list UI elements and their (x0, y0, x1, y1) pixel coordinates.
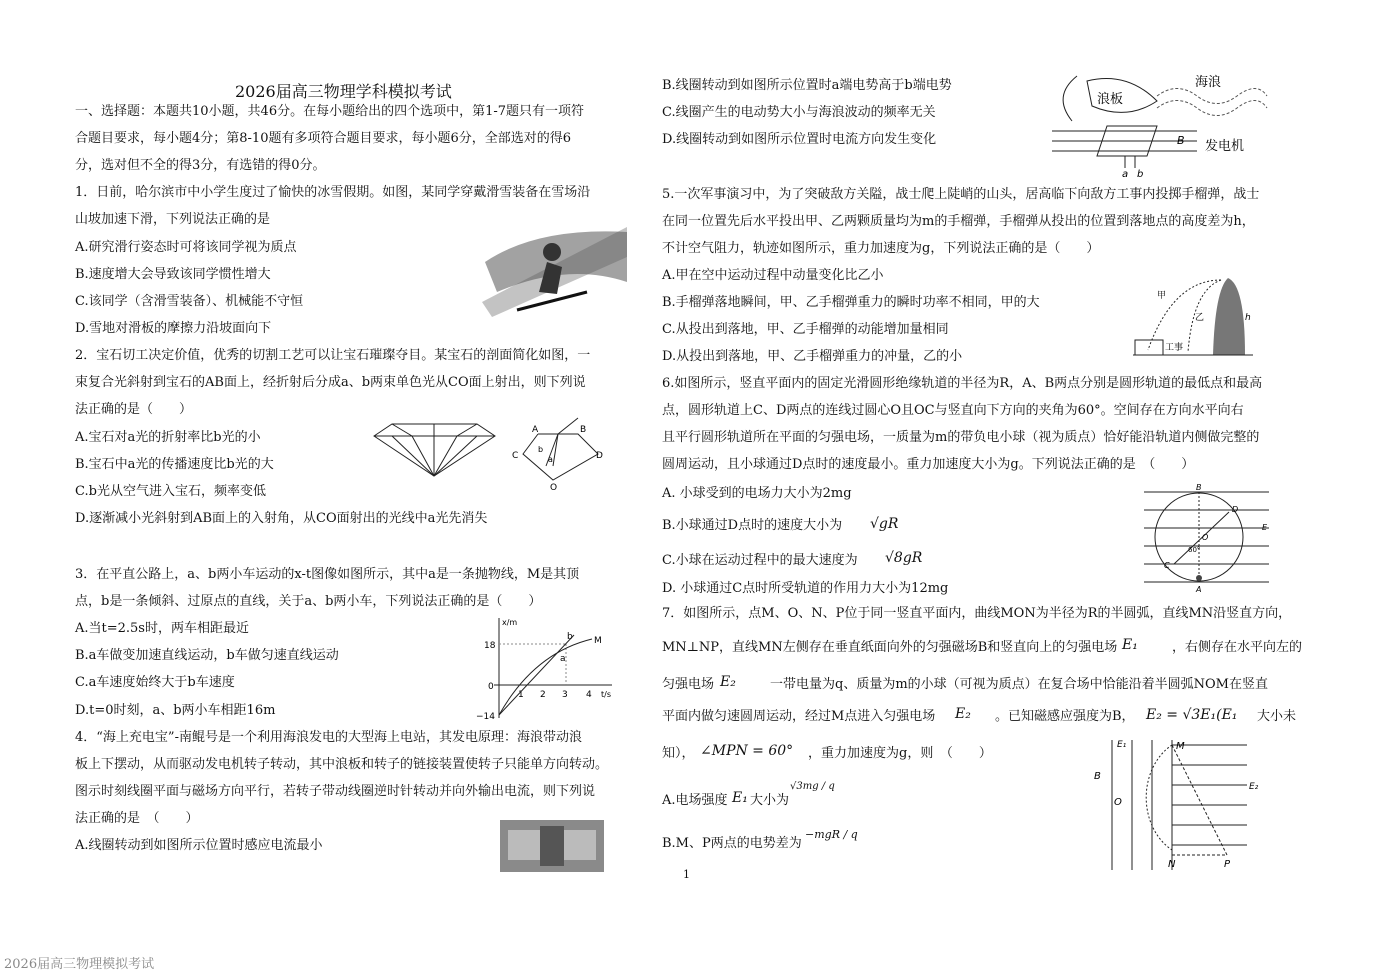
angle-60-label: 60° (1188, 546, 1201, 554)
terminal-b: b (1137, 169, 1144, 180)
tick-minus14: −14 (476, 712, 495, 722)
tick-t3: 3 (562, 690, 568, 700)
b-field-label: B (1177, 134, 1185, 147)
question-1: 1．日前，哈尔滨市中小学生度过了愉快的冰雪假期。如图，某同学穿戴滑雪装备在雪场沿 (75, 185, 591, 200)
question-3: 3．在平直公路上，a、b两小车运动的x-t图像如图所示，其中a是一条抛物线，M是其顶 (75, 567, 580, 582)
grenade-figure (1133, 270, 1253, 360)
circle-track-figure (1144, 482, 1274, 594)
angle-mpn: ∠MPN = 60° (700, 743, 794, 759)
ray-label-b: b (538, 445, 544, 454)
option-line: A.当t=2.5s时，两车相距最近 (75, 621, 249, 636)
option-line: A.研究滑行姿态时可将该同学视为质点 (75, 240, 297, 255)
generator-figure (1047, 66, 1267, 178)
tick-0: 0 (488, 682, 494, 692)
e1-field-label: E₁ (1117, 740, 1127, 750)
text-line: 点，b是一条倾斜、过原点的直线，关于a、b两小车，下列说法正确的是（ ） (75, 594, 542, 609)
gem-figure (372, 422, 497, 478)
option-line: D.从投出到落地，甲、乙手榴弹重力的冲量，乙的小 (662, 349, 963, 364)
gem-label-b: B (580, 425, 587, 435)
option-line: D.线圈转动到如图所示位置时电流方向发生变化 (662, 132, 937, 147)
center-o-label: O (1202, 533, 1209, 542)
point-a-label: A (1196, 585, 1202, 594)
option-line: B.a车做变加速直线运动，b车做匀速直线运动 (75, 648, 339, 663)
question-4: 4．“海上充电宝”-南鲲号是一个利用海浪发电的大型海上电站，其发电原理：海浪带动浪 (75, 730, 582, 745)
t-axis-label: t/s (601, 690, 611, 699)
option-line: B.小球通过D点时的速度大小为 (662, 518, 843, 533)
text-line: 大小未 (1257, 709, 1297, 724)
e1-value: √3mg / q (790, 781, 835, 792)
text-line: 。已知磁感应强度为B， (995, 709, 1135, 724)
tick-t2: 2 (540, 690, 546, 700)
tick-t4: 4 (586, 690, 592, 700)
text-line: 一、选择题：本题共10小题，共46分。在每小题给出的四个选项中，第1-7题只有一项符 (75, 104, 585, 119)
option-line: A.宝石对a光的折射率比b光的小 (75, 430, 261, 445)
text-line: 匀强电场 (662, 677, 715, 692)
path-label-yi: 乙 (1195, 313, 1205, 323)
sqrt-8gr: √8gR (885, 550, 923, 566)
field-figure (1092, 735, 1259, 872)
text-line: ，右侧存在水平向左的 (1172, 640, 1303, 655)
option-line: B.线圈转动到如图所示位置时a端电势高于b端电势 (662, 78, 952, 93)
option-line: D.t=0时刻，a、b两小车相距16m (75, 703, 276, 718)
tick-t1: 1 (518, 690, 524, 700)
text-line: 法正确的是 （ ） (75, 811, 199, 826)
text-line: 平面内做匀速圆周运动，经过M点进入匀强电场 (662, 709, 936, 724)
terminal-a: a (1122, 169, 1129, 180)
point-b-label: B (1196, 483, 1202, 492)
e2-symbol: E₂ (955, 706, 971, 722)
text-line: 在同一位置先后水平投出甲、乙两颗质量均为m的手榴弹，手榴弹从投出的位置到落地点的高度差为h， (662, 214, 1255, 229)
option-line: C.b光从空气进入宝石，频率变低 (75, 484, 266, 499)
option-line: C.小球在运动过程中的最大速度为 (662, 553, 858, 568)
option-line: B.宝石中a光的传播速度比b光的大 (75, 457, 274, 472)
text-line: 不计空气阻力，轨迹如图所示，重力加速度为g，下列说法正确的是（ ） (662, 241, 1100, 256)
gem-section-figure (508, 418, 606, 494)
sqrt-gr: √gR (870, 516, 899, 532)
point-d-label: D (1232, 505, 1239, 514)
height-label: h (1245, 313, 1251, 323)
e1-symbol: E₁ (1122, 637, 1138, 653)
option-line: A.线圈转动到如图所示位置时感应电流最小 (75, 838, 323, 853)
option-line: C.从投出到落地，甲、乙手榴弹的动能增加量相同 (662, 322, 949, 337)
text-line: 山坡加速下滑，下列说法正确的是 (75, 212, 271, 227)
field-label-e: E (1262, 523, 1268, 532)
page-number: 1 (683, 868, 690, 881)
wave-station-photo (500, 820, 604, 872)
text-line: 分，选对但不全的得3分，有选错的得0分。 (75, 158, 326, 173)
curve-label-a: a (560, 654, 566, 664)
option-line: B.速度增大会导致该同学惯性增大 (75, 267, 271, 282)
gem-label-c: C (512, 451, 519, 461)
option-line: C.该同学（含滑雪装备）、机械能不守恒 (75, 294, 304, 309)
gem-label-o: O (550, 483, 558, 493)
xt-graph (474, 613, 616, 721)
text-line: MN⊥NP，直线MN左侧存在垂直纸面向外的匀强磁场B和竖直向上的匀强电场 (662, 640, 1118, 655)
b-field-label: B (1094, 771, 1101, 782)
question-2: 2．宝石切工决定价值，优秀的切割工艺可以让宝石璀璨夺目。某宝石的剖面简化如图，一 (75, 348, 591, 363)
y-axis-label: x/m (502, 618, 518, 627)
option-line: D.雪地对滑板的摩擦力沿坡面向下 (75, 321, 272, 336)
point-c-label: C (1164, 561, 1170, 570)
line-label-b: b (567, 632, 573, 642)
option-line: D.逐渐减小光斜射到AB面上的入射角，从CO面射出的光线中a光先消失 (75, 511, 488, 526)
option-line: A. 小球受到的电场力大小为2mg (662, 486, 852, 501)
text-line: 束复合光斜射到宝石的AB面上，经折射后分成a、b两束单色光从CO面上射出，则下列说 (75, 375, 586, 390)
text-line: 法正确的是（ ） (75, 402, 193, 417)
point-m-label: M (1176, 741, 1185, 752)
path-label-jia: 甲 (1157, 291, 1167, 301)
text-line: ，重力加速度为g，则 （ ） (808, 746, 992, 761)
point-n-label: N (1168, 859, 1176, 870)
point-o-label: O (1114, 797, 1122, 808)
option-line: B.手榴弹落地瞬间，甲、乙手榴弹重力的瞬时功率不相同，甲的大 (662, 295, 1040, 310)
option-line: B.M、P两点的电势差为 (662, 836, 802, 851)
wave-board-label: 浪板 (1097, 92, 1124, 107)
question-5: 5.一次军事演习中，为了突破敌方关隘，战士爬上陡峭的山头，居高临下向敌方工事内投掷手榴弹，战士 (662, 187, 1260, 202)
footer-text: 2026届高三物理模拟考试 (4, 957, 155, 972)
option-line: A.电场强度 (662, 793, 728, 808)
option-line: C.线圈产生的电动势大小与海浪波动的频率无关 (662, 105, 936, 120)
text-line: 图示时刻线圈平面与磁场方向平行，若转子带动线圈逆时针转动并向外输出电流，则下列说 (75, 784, 596, 799)
u-mp-value: −mgR / q (805, 828, 858, 841)
question-7: 7．如图所示，点M、O、N、P位于同一竖直平面内，曲线MON为半径为R的半圆弧，直线MN沿竖直方向， (662, 606, 1292, 621)
e2-field-label: E₂ (1249, 782, 1259, 792)
e2-symbol: E₂ (720, 674, 736, 690)
tick-18: 18 (484, 641, 496, 651)
skier-figure (477, 222, 630, 320)
e1-symbol: E₁ (732, 790, 748, 806)
text-line: 合题目要求，每小题4分；第8-10题有多项符合题目要求，每小题6分，全部选对的得6 (75, 131, 572, 146)
point-p-label: P (1224, 859, 1231, 870)
vertex-label: M (594, 636, 602, 646)
option-line: A.甲在空中运动过程中动量变化比乙小 (662, 268, 884, 283)
page-title: 2026届高三物理学科模拟考试 (235, 82, 452, 101)
text-line: 圆周运动，且小球通过D点时的速度最小。重力加速度大小为g。下列说法正确的是 （ ） (662, 457, 1195, 472)
text-line: 板上下摆动，从而驱动发电机转子转动，其中浪板和转子的链接装置使转子只能单方向转动。 (75, 757, 609, 772)
question-6: 6.如图所示，竖直平面内的固定光滑圆形绝缘轨道的半径为R，A、B两点分别是圆形轨道的最低点和最高 (662, 376, 1263, 391)
generator-label: 发电机 (1205, 139, 1245, 154)
option-line: C.a车速度始终大于b车速度 (75, 675, 235, 690)
option-line: D. 小球通过C点时所受轨道的作用力大小为12mg (662, 581, 949, 596)
sea-wave-label: 海浪 (1195, 75, 1222, 90)
text-line: 一带电量为q、质量为m的小球（可视为质点）在复合场中恰能沿着半圆弧NOM在竖直 (770, 677, 1268, 692)
text-line: 知）， (662, 746, 695, 761)
text-line: 且平行圆形轨道所在平面的匀强电场，一质量为m的带负电小球（视为质点）恰好能沿轨道内侧做完整的 (662, 430, 1260, 445)
bunker-label: 工事 (1165, 343, 1184, 353)
gem-label-a: A (532, 425, 539, 435)
text-line: 点，圆形轨道上C、D两点的连线过圆心O且OC与竖直向下方向的夹角为60°。空间存在方向水平向右 (662, 403, 1244, 418)
e2-equation: E₂ = √3E₁(E₁ (1146, 707, 1238, 723)
text-line: 大小为 (750, 793, 790, 808)
gem-label-d: D (596, 451, 603, 461)
ray-label-a: a (548, 455, 553, 464)
